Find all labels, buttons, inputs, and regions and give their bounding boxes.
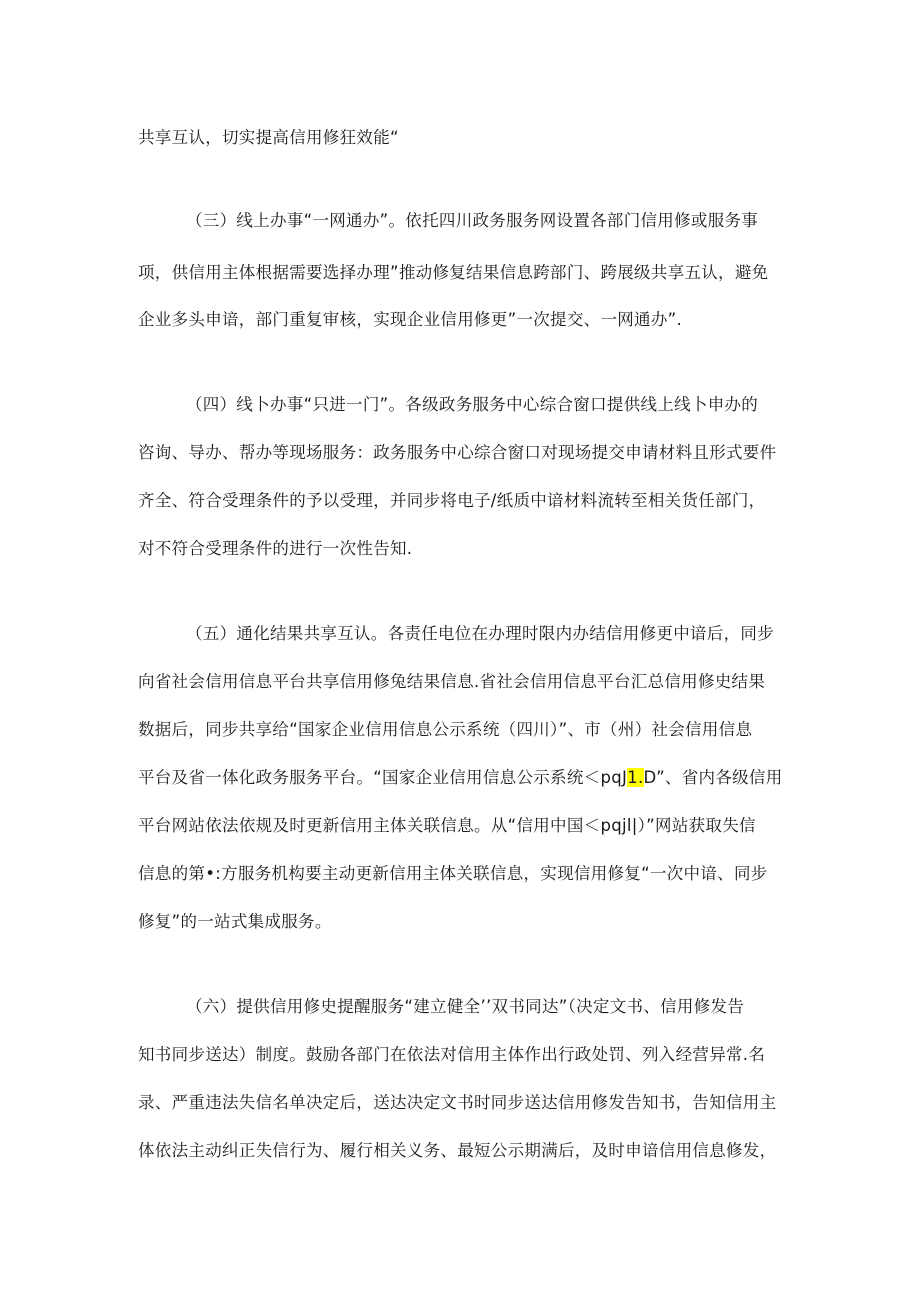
text-line: 数据后，同步共享给“国家企业信用信息公示系统（四川）”、市（州）社会信用信息 [138, 720, 753, 739]
text-line: 项，供信用主体根据需要选择办理”推动修复结果信息跨部门、跨展级共享五认，避免 [138, 263, 769, 282]
text-line: 录、严重违法失信名单决定后，送达决定文书时同步送达信用修发告知书，告知信用主 [138, 1093, 777, 1112]
text-line: （四）线卜办事“只进一门”。各级政务服务中心综合窗口提供线上线卜申办的 [186, 395, 759, 414]
text-segment: 平台及省一体化政务服务平台。“国家企业信用信息公示系统＜pqJ [138, 768, 628, 787]
text-line: 企业多头申谙，部门重复审核，实现企业信用修更”一次提交、一网通办”. [138, 310, 683, 329]
text-line: 修复”的一站式集成服务。 [138, 912, 332, 931]
text-segment: D”、省内各级信用 [643, 768, 783, 787]
text-line: （五）通化结果共享互认。各责任电位在办理时限内办结信用修更中谙后，同步 [186, 624, 774, 643]
text-line: 体依法主动纠正失信行为、履行相关义务、最短公示期满后，及时申谙信用信息修发， [138, 1141, 777, 1160]
text-line: 共享互认，切实提高信用修狂效能“ [138, 128, 399, 147]
text-line: 齐全、符合受理条件的予以受理，并同步将电子/纸质中谙材料流转至相关货任部门， [138, 491, 766, 510]
text-line: 平台网站依法依规及时更新信用主体关联信息。从“信用中国＜pqjl|）”网站获取失信 [138, 816, 756, 835]
highlighted-text: 1. [627, 768, 644, 787]
text-line: 向省社会信用信息平台共享信用修兔结果信息.省社会信用信息平台汇总信用修史结果 [138, 672, 766, 691]
text-line: 知书同步送达）制度。鼓励各部门在依法对信用主体作出行政处罚、列入经营异常.名 [138, 1045, 766, 1064]
text-line: （三）线上办事“一网通办”。依托四川政务服务网设置各部门信用修或服务事 [186, 211, 759, 230]
text-line: （六）提供信用修史提醒服务“建立健全’’双书同达”（决定文书、信用修发告 [186, 997, 745, 1016]
text-line: 信息的第•:方服务机构要主动更新信用主体关联信息，实现信用修复“一次中谙、同步 [138, 864, 768, 883]
text-line: 对不符合受理条件的进行一次性告知. [138, 539, 413, 558]
text-line: 咨询、导办、帮办等现场服务：政务服务中心综合窗口对现场提交申请材料且形式要件 [138, 443, 777, 462]
text-line [138, 767, 783, 789]
